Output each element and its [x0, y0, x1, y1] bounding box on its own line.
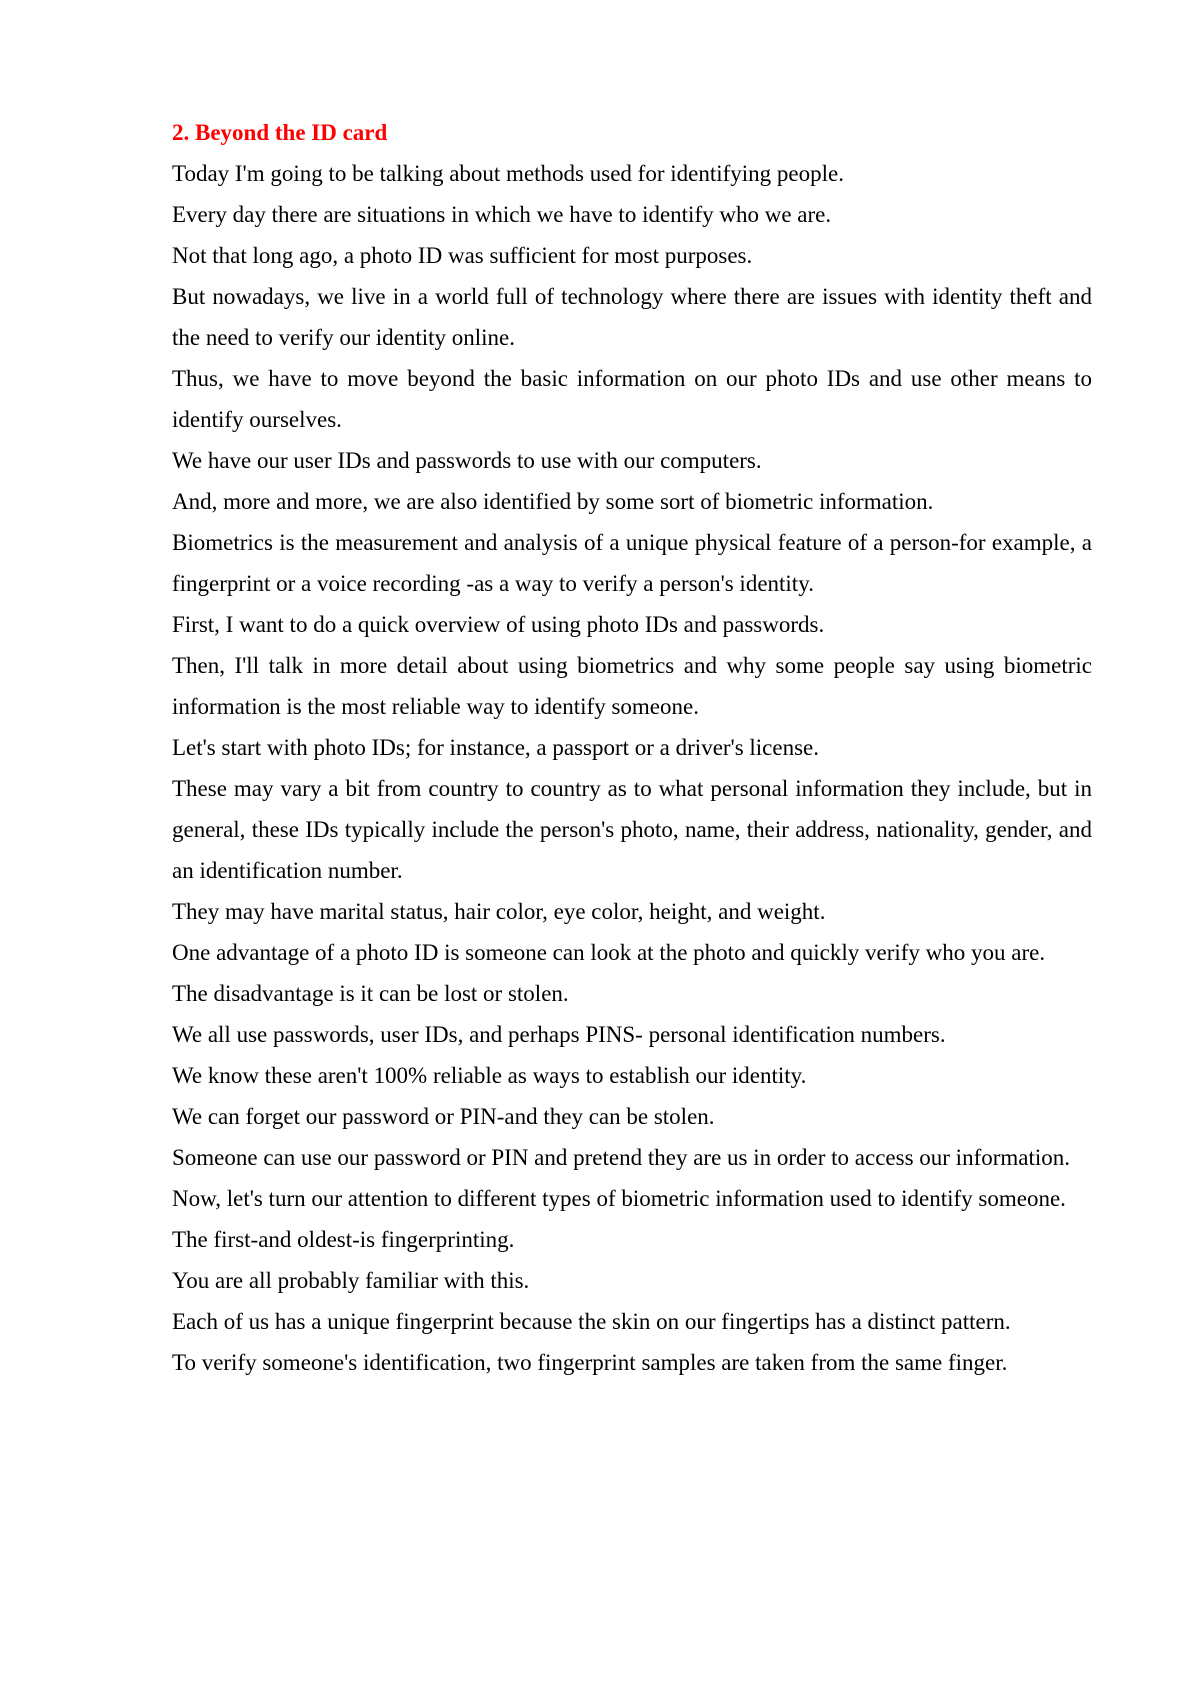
- paragraph-7: And, more and more, we are also identified by some sort of biometric information.: [172, 489, 934, 514]
- paragraph-18: We can forget our password or PIN-and they can be stolen.: [172, 1104, 715, 1129]
- paragraph-2: Every day there are situations in which we have to identify who we are.: [172, 202, 832, 227]
- paragraph-17: We know these aren't 100% reliable as ways to establish our identity.: [172, 1063, 807, 1088]
- section-heading: 2. Beyond the ID card: [172, 120, 388, 145]
- paragraph-13: They may have marital status, hair color, eye color, height, and weight.: [172, 899, 826, 924]
- paragraph-1: Today I'm going to be talking about methods used for identifying people.: [172, 161, 844, 186]
- paragraph-8: Biometrics is the measurement and analysis of a unique physical feature of a person-for example, a fingerprint or a voice recording -as a way to verify a person's identity.: [172, 530, 1092, 596]
- paragraph-11: Let's start with photo IDs; for instance, a passport or a driver's license.: [172, 735, 820, 760]
- paragraph-4: But nowadays, we live in a world full of technology where there are issues with identity theft and the need to verify our identity online.: [172, 284, 1092, 350]
- paragraph-22: You are all probably familiar with this.: [172, 1268, 530, 1293]
- paragraph-15: The disadvantage is it can be lost or stolen.: [172, 981, 569, 1006]
- document-body: [172, 112, 1092, 1383]
- paragraph-19: Someone can use our password or PIN and pretend they are us in order to access our information.: [172, 1145, 1071, 1170]
- paragraph-14: One advantage of a photo ID is someone can look at the photo and quickly verify who you are.: [172, 940, 1046, 965]
- paragraph-12: These may vary a bit from country to country as to what personal information they include, but in general, these IDs typically include the person's photo, name, their address, nationality, gender, and an identification number.: [172, 776, 1092, 883]
- paragraph-6: We have our user IDs and passwords to use with our computers.: [172, 448, 762, 473]
- paragraph-16: We all use passwords, user IDs, and perhaps PINS- personal identification numbers.: [172, 1022, 946, 1047]
- paragraph-9: First, I want to do a quick overview of using photo IDs and passwords.: [172, 612, 825, 637]
- paragraph-10: Then, I'll talk in more detail about using biometrics and why some people say using biometric information is the most reliable way to identify someone.: [172, 653, 1092, 719]
- paragraph-23: Each of us has a unique fingerprint because the skin on our fingertips has a distinct pattern.: [172, 1309, 1011, 1334]
- paragraph-5: Thus, we have to move beyond the basic information on our photo IDs and use other means to identify ourselves.: [172, 366, 1092, 432]
- paragraph-24: To verify someone's identification, two fingerprint samples are taken from the same finger.: [172, 1350, 1008, 1375]
- paragraph-20: Now, let's turn our attention to different types of biometric information used to identify someone.: [172, 1186, 1066, 1211]
- paragraph-21: The first-and oldest-is fingerprinting.: [172, 1227, 515, 1252]
- paragraph-3: Not that long ago, a photo ID was sufficient for most purposes.: [172, 243, 753, 268]
